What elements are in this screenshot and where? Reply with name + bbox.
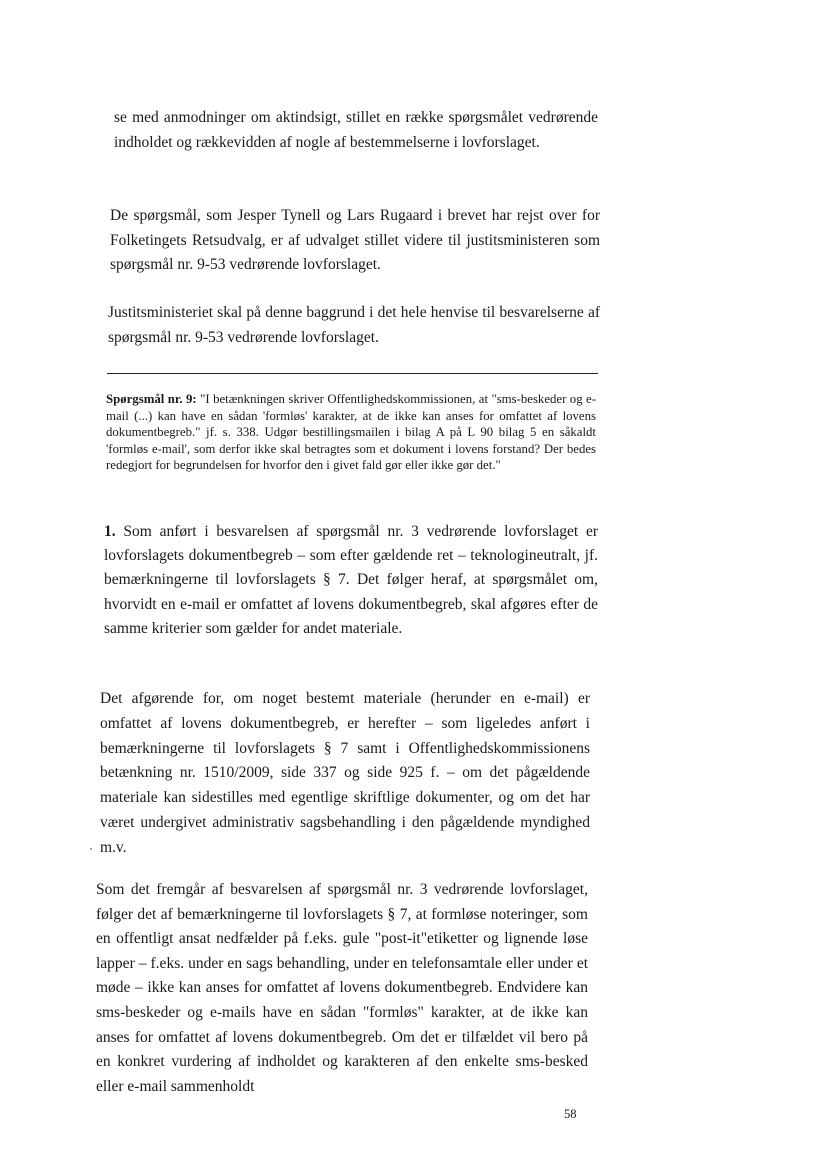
answer-number: 1. [104, 523, 116, 540]
question-text: "I betænkningen skriver Offentlighedskommissionen, at "sms-beskeder og e-mail (...) kan have en sådan 'formløs' karakter, at de ikke kan anses for omfattet af lovens dokumentbegreb." jf. s. 338. Udgør bestillingsmailen i bilag A på L 90 bilag 5 en såkaldt 'formløs e-mail', som derfor ikke skal betragtes som et dokument i lovens forstand? Der bedes redegjort for begrundelsen for hvorfor den i givet fald gør eller ikke gør det." [106, 392, 596, 473]
answer-paragraph-1 [104, 520, 598, 641]
paragraph-reference-answers: Justitsministeriet skal på denne baggrund i det hele henvise til besvarelserne af spørgsmål nr. 9-53 vedrørende lovforslaget. [108, 304, 600, 346]
scan-speck [90, 848, 92, 850]
page-number: 58 [564, 1107, 577, 1121]
paragraph-questions-forwarded: De spørgsmål, som Jesper Tynell og Lars Rugaard i brevet har rejst over for Folketingets Retsudvalg, er af udvalget stillet videre til justitsministeren som spørgsmål nr. 9-53 vedrørende lovforslaget. [110, 207, 600, 273]
section-divider [107, 373, 598, 374]
question-block [106, 391, 596, 474]
paragraph-intro-continuation: se med anmodninger om aktindsigt, stillet en række spørgsmålet vedrørende indholdet og rækkevidden af nogle af bestemmelserne i lovforslaget. [114, 109, 598, 151]
answer-paragraph-2: Det afgørende for, om noget bestemt materiale (herunder en e-mail) er omfattet af lovens dokumentbegreb, er herefter – som ligeledes anført i bemærkningerne til lovforslagets § 7 samt i Offentlighedskommissionens betænkning nr. 1510/2009, side 337 og side 925 f. – om det pågældende materiale kan sidestilles med egentlige skriftlige dokumenter, og om det har været undergivet administrativ sagsbehandling i den pågældende myndighed m.v. [100, 690, 590, 856]
question-label: Spørgsmål nr. 9: [106, 392, 197, 406]
answer-paragraph-3: Som det fremgår af besvarelsen af spørgsmål nr. 3 vedrørende lovforslaget, følger det af bemærkningerne til lovforslagets § 7, at formløse noteringer, som en offentligt ansat nedfælder på f.eks. gule "post-it"etiketter og lignende løse lapper – f.eks. under en sags behandling, under en telefonsamtale eller under et møde – ikke kan anses for omfattet af lovens dokumentbegreb. Endvidere kan sms-beskeder og e-mails have en sådan "formløs" karakter, at de ikke kan anses for omfattet af lovens dokumentbegreb. Om det er tilfældet vil bero på en konkret vurdering af indholdet og karakteren af den enkelte sms-besked eller e-mail sammenholdt [96, 881, 588, 1095]
answer-paragraph-1-text: Som anført i besvarelsen af spørgsmål nr. 3 vedrørende lovforslaget er lovforslagets dokumentbegreb – som efter gældende ret – teknologineutralt, jf. bemærkningerne til lovforslagets § 7. Det følger heraf, at spørgsmålet om, hvorvidt en e-mail er omfattet af lovens dokumentbegreb, skal afgøres efter de samme kriterier som gælder for andet materiale. [104, 523, 598, 637]
